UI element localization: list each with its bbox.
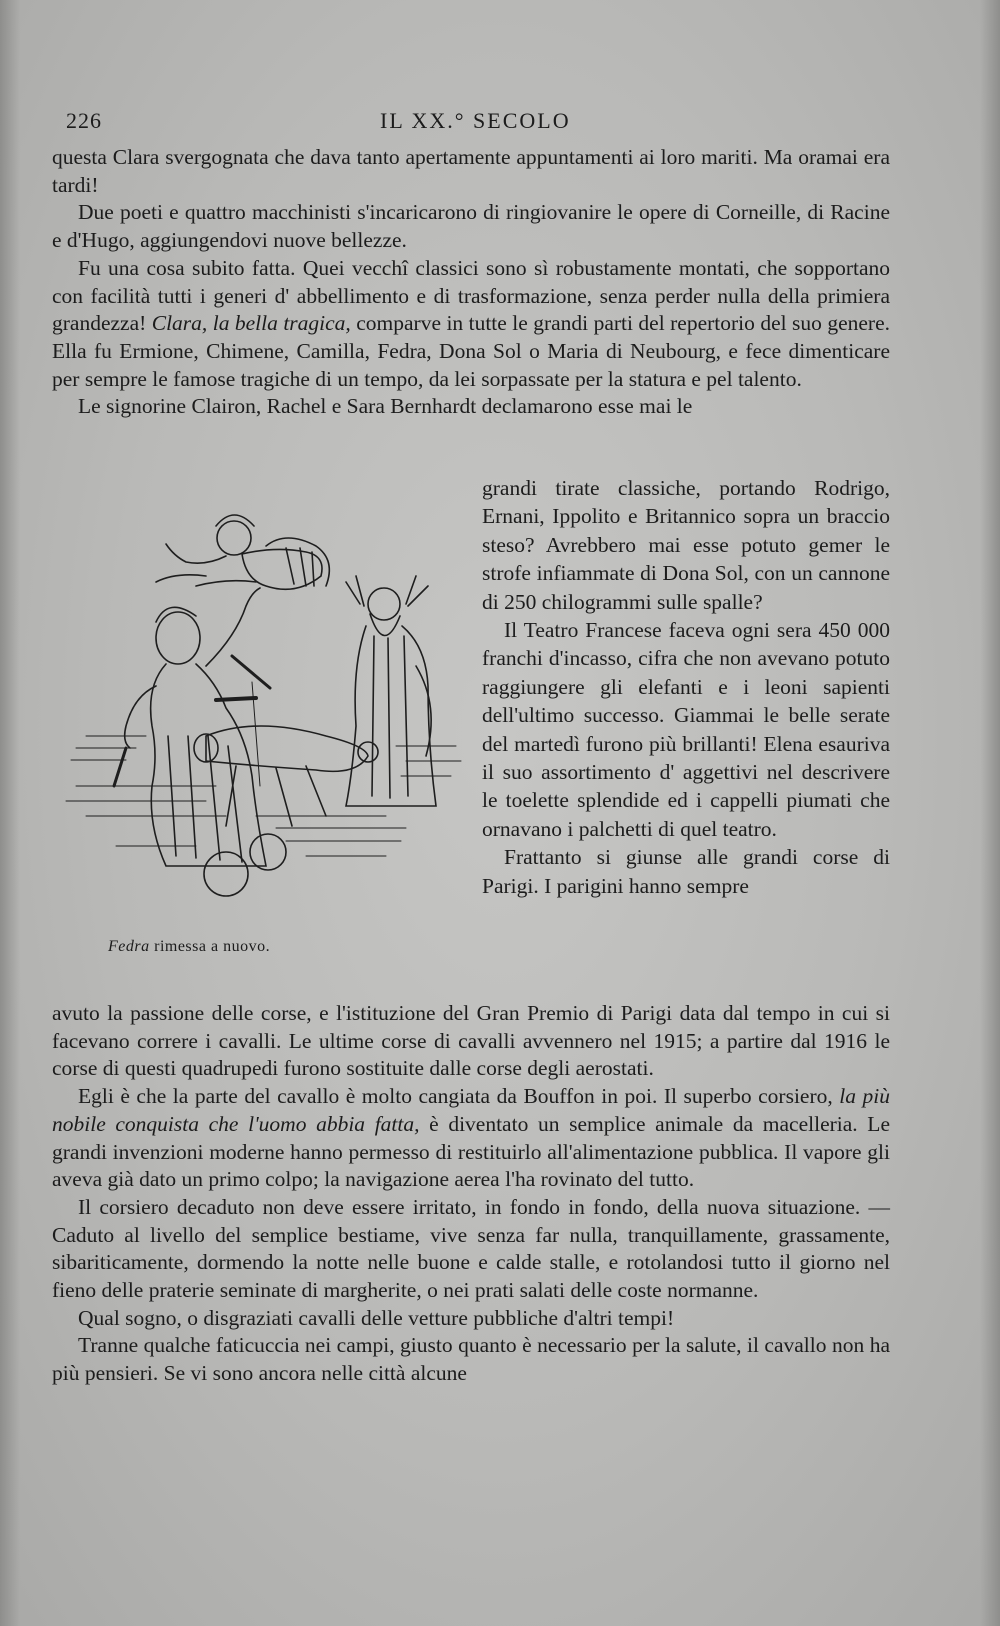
page-number: 226 [66,108,102,133]
caption-text: rimessa a nuovo. [149,938,271,955]
page-edge-shadow-right [980,0,1000,1626]
paragraph-text: comparve in tutte le grandi parti del repertorio del suo genere. Ella fu Ermione, Chimene, Camilla, Fedra, Dona Sol o Maria di Neubourg, e fece dimenticare per sempre le famose tragiche di un tempo, da lei sorpassate per la statura e pel talento. [52,311,890,391]
wrapped-text-block [482,474,890,900]
paragraph: questa Clara svergognata che dava tanto apertamente appuntamenti ai loro mariti. Ma oramai era tardi! [52,145,890,197]
paragraph: Il Teatro Francese faceva ogni sera 450 000 franchi d'incasso, cifra che non avevano potuto raggiungere gli elefanti e i leoni sapienti dell'ultimo successo. Giammai le belle serate del martedì furono più brillanti! Elena esauriva il suo assortimento d' aggettivi nel descrivere le toelette splendide ed i cappelli piumati che ornavano i palchetti di quel teatro. [482,618,890,841]
paragraph: Qual sogno, o disgraziati cavalli delle vetture pubbliche d'altri tempi! [78,1305,675,1330]
paragraph-text: è diventato un semplice animale da macelleria. Le grandi invenzioni moderne hanno permesso di restituirlo all'alimentazione pubblica. Il vapore gli aveva già dato un primo colpo; la navigazione aerea l'ha rovinato del tutto. [52,1111,890,1192]
paragraph: Il corsiero decaduto non deve essere irritato, in fondo in fondo, della nuova situazione. — Caduto al livello del semplice bestiame, vive senza far nulla, tranquillamente, grassamente, sibariticamente, dormendo la notte nelle buone e calde stalle, e rotolandosi tutto il giorno nel fieno delle praterie seminate di margherite, o nei prati salati delle coste normanne. [52,1194,890,1303]
paragraph: Tranne qualche faticuccia nei campi, giusto quanto è necessario per la salute, il cavallo non ha più pensieri. Se vi sono ancora nelle città alcune [52,1333,890,1386]
illustration-fedra [56,486,474,946]
paragraph: Frattanto si giunse alle grandi corse di Parigi. I parigini hanno sempre [482,845,890,898]
paragraph: avuto la passione delle corse, e l'istituzione del Gran Premio di Parigi data dal tempo in cui si facevano correre i cavalli. Le ultime corse di cavalli avvennero nel 1915; a partire dal 1916 le corse di questi quadrupedi furono sostituite dalle corse degli aerostati. [52,1001,890,1081]
running-header [62,108,888,138]
italic-phrase: Clara, la bella tragica, [151,311,351,336]
paragraph: Le signorine Clairon, Rachel e Sara Bernhardt declamarono esse mai le [78,394,693,419]
paragraph-text: Fu una cosa subito fatta. Quei vecchî classici sono sì robustamente montati, che sopportano con facilità tutti i generi d' abbellimento e di trasformazione, senza perder nulla della primiera grandezza! [52,255,890,336]
italic-phrase: la più nobile conquista che l'uomo abbia fatta, [52,1084,890,1136]
engraving-image [56,486,474,946]
page-edge-shadow-left [0,0,20,1626]
flying-figure [156,515,329,589]
cannon [194,682,378,896]
running-title: IL XX.° SECOLO [380,108,571,133]
figure-caption [108,938,408,956]
paragraph: Due poeti e quattro macchinisti s'incaricarono di ringiovanire le opere di Corneille, di Racine e d'Hugo, aggiungendovi nuove bellezze. [52,200,890,253]
paragraph-text: Egli è che la parte del cavallo è molto cangiata da Bouffon in poi. Il superbo corsiero, [78,1084,840,1109]
bearded-man-figure [346,576,436,806]
caption-italic: Fedra [108,938,150,955]
paragraph [52,1083,890,1194]
top-text-block [52,144,890,421]
paragraph: grandi tirate classiche, portando Rodrigo, Ernani, Ippolito e Britannico sopra un braccio steso? Avrebbero mai esse potuto gemer le strofe infiammate di Dona Sol, con un cannone di 250 chilogrammi sulle spalle? [482,476,890,614]
paragraph [52,255,890,394]
bottom-text-block [52,1000,890,1388]
